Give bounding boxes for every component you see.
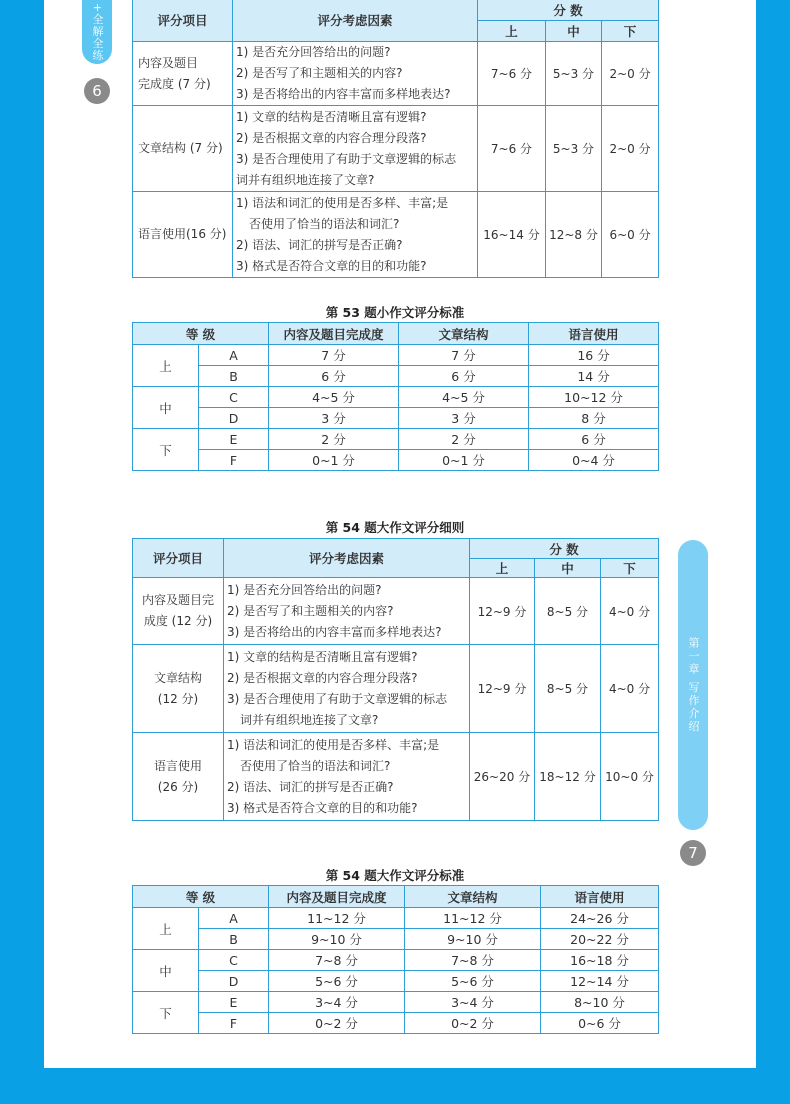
factors-cell: 1) 语法和词汇的使用是否多样、丰富;是 否使用了恰当的语法和词汇? 2) 语法、词汇的拼写是否正确? 3) 格式是否符合文章的目的和功能? [233, 192, 478, 278]
table-row: D 5~6 分 5~6 分 12~14 分 [133, 971, 659, 992]
table-row: B 9~10 分 9~10 分 20~22 分 [133, 929, 659, 950]
score-low: 2~0 分 [602, 42, 659, 106]
table-row [133, 733, 659, 821]
table-row: F 0~1 分 0~1 分 0~4 分 [133, 450, 659, 471]
header-content: 内容及题目完成度 [269, 323, 399, 345]
score-high: 7~6 分 [478, 42, 546, 106]
header-structure: 文章结构 [405, 886, 541, 908]
scoring-detail-table-large [132, 538, 659, 821]
item-cell: 文章结构 (7 分) [133, 106, 233, 192]
table-row [133, 192, 659, 278]
header-grade: 等 级 [133, 886, 269, 908]
table-row [133, 578, 659, 645]
item-cell: 语言使用 (26 分) [133, 733, 224, 821]
table-row: 中 C 4~5 分 4~5 分 10~12 分 [133, 387, 659, 408]
header-structure: 文章结构 [399, 323, 529, 345]
item-cell: 语言使用(16 分) [133, 192, 233, 278]
score-high: 12~9 分 [470, 578, 535, 645]
table-caption: 第 54 题大作文评分细则 [325, 520, 465, 535]
header-grade: 等 级 [133, 323, 269, 345]
table-row: 下 E 3~4 分 3~4 分 8~10 分 [133, 992, 659, 1013]
score-mid: 8~5 分 [535, 645, 601, 733]
score-mid: 5~3 分 [546, 106, 602, 192]
header-level-low: 下 [602, 21, 659, 42]
scoring-detail-table-small [132, 0, 659, 278]
table-caption: 第 54 题大作文评分标准 [325, 868, 465, 883]
score-low: 10~0 分 [601, 733, 659, 821]
header-level-mid: 中 [546, 21, 602, 42]
table-row [133, 106, 659, 192]
score-high: 12~9 分 [470, 645, 535, 733]
table-row: 上 A 7 分 7 分 16 分 [133, 345, 659, 366]
factors-cell: 1) 文章的结构是否清晰且富有逻辑? 2) 是否根据文章的内容合理分段落? 3) 是否合理使用了有助于文章逻辑的标志 词并有组织地连接了文章? [224, 645, 470, 733]
table-row: B 6 分 6 分 14 分 [133, 366, 659, 387]
header-content: 内容及题目完成度 [269, 886, 405, 908]
item-cell: 内容及题目完 成度 (12 分) [133, 578, 224, 645]
factors-cell: 1) 语法和词汇的使用是否多样、丰富;是 否使用了恰当的语法和词汇? 2) 语法、词汇的拼写是否正确? 3) 格式是否符合文章的目的和功能? [224, 733, 470, 821]
group-label: 上 [133, 908, 199, 950]
score-low: 4~0 分 [601, 645, 659, 733]
page-number-left: 6 [84, 78, 110, 104]
table-row: 下 E 2 分 2 分 6 分 [133, 429, 659, 450]
factors-cell: 1) 文章的结构是否清晰且富有逻辑? 2) 是否根据文章的内容合理分段落? 3) 是否合理使用了有助于文章逻辑的标志 词并有组织地连接了文章? [233, 106, 478, 192]
score-low: 6~0 分 [602, 192, 659, 278]
group-label: 下 [133, 992, 199, 1034]
header-level-high: 上 [478, 21, 546, 42]
page-number-right: 7 [680, 840, 706, 866]
header-factors: 评分考虑因素 [233, 0, 478, 42]
header-language: 语言使用 [541, 886, 659, 908]
table-row: F 0~2 分 0~2 分 0~6 分 [133, 1013, 659, 1034]
item-cell: 内容及题目 完成度 (7 分) [133, 42, 233, 106]
table-row: 中 C 7~8 分 7~8 分 16~18 分 [133, 950, 659, 971]
table-row: D 3 分 3 分 8 分 [133, 408, 659, 429]
header-score: 分 数 [478, 0, 659, 21]
grading-standard-table-large [132, 885, 659, 1034]
group-label: 上 [133, 345, 199, 387]
item-cell: 文章结构 (12 分) [133, 645, 224, 733]
score-mid: 5~3 分 [546, 42, 602, 106]
group-label: 中 [133, 950, 199, 992]
group-label: 中 [133, 387, 199, 429]
header-score: 分 数 [470, 539, 659, 559]
score-mid: 8~5 分 [535, 578, 601, 645]
header-item: 评分项目 [133, 0, 233, 42]
score-high: 26~20 分 [470, 733, 535, 821]
score-low: 2~0 分 [602, 106, 659, 192]
factors-cell: 1) 是否充分回答给出的问题? 2) 是否写了和主题相关的内容? 3) 是否将给出的内容丰富而多样地表达? [224, 578, 470, 645]
table-caption: 第 53 题小作文评分标准 [325, 305, 465, 320]
group-label: 下 [133, 429, 199, 471]
header-item: 评分项目 [133, 539, 224, 578]
factors-cell: 1) 是否充分回答给出的问题? 2) 是否写了和主题相关的内容? 3) 是否将给出的内容丰富而多样地表达? [233, 42, 478, 106]
right-chapter-tab: 第一章 写作介绍 [678, 540, 708, 830]
score-mid: 18~12 分 [535, 733, 601, 821]
header-factors: 评分考虑因素 [224, 539, 470, 578]
score-low: 4~0 分 [601, 578, 659, 645]
table-row [133, 645, 659, 733]
header-level-mid: 中 [535, 559, 601, 578]
score-high: 16~14 分 [478, 192, 546, 278]
score-mid: 12~8 分 [546, 192, 602, 278]
left-chapter-tab: +全解全练 [82, 0, 112, 64]
header-language: 语言使用 [529, 323, 659, 345]
header-level-high: 上 [470, 559, 535, 578]
score-high: 7~6 分 [478, 106, 546, 192]
grading-standard-table-small [132, 322, 659, 471]
table-row [133, 42, 659, 106]
header-level-low: 下 [601, 559, 659, 578]
table-row: 上 A 11~12 分 11~12 分 24~26 分 [133, 908, 659, 929]
